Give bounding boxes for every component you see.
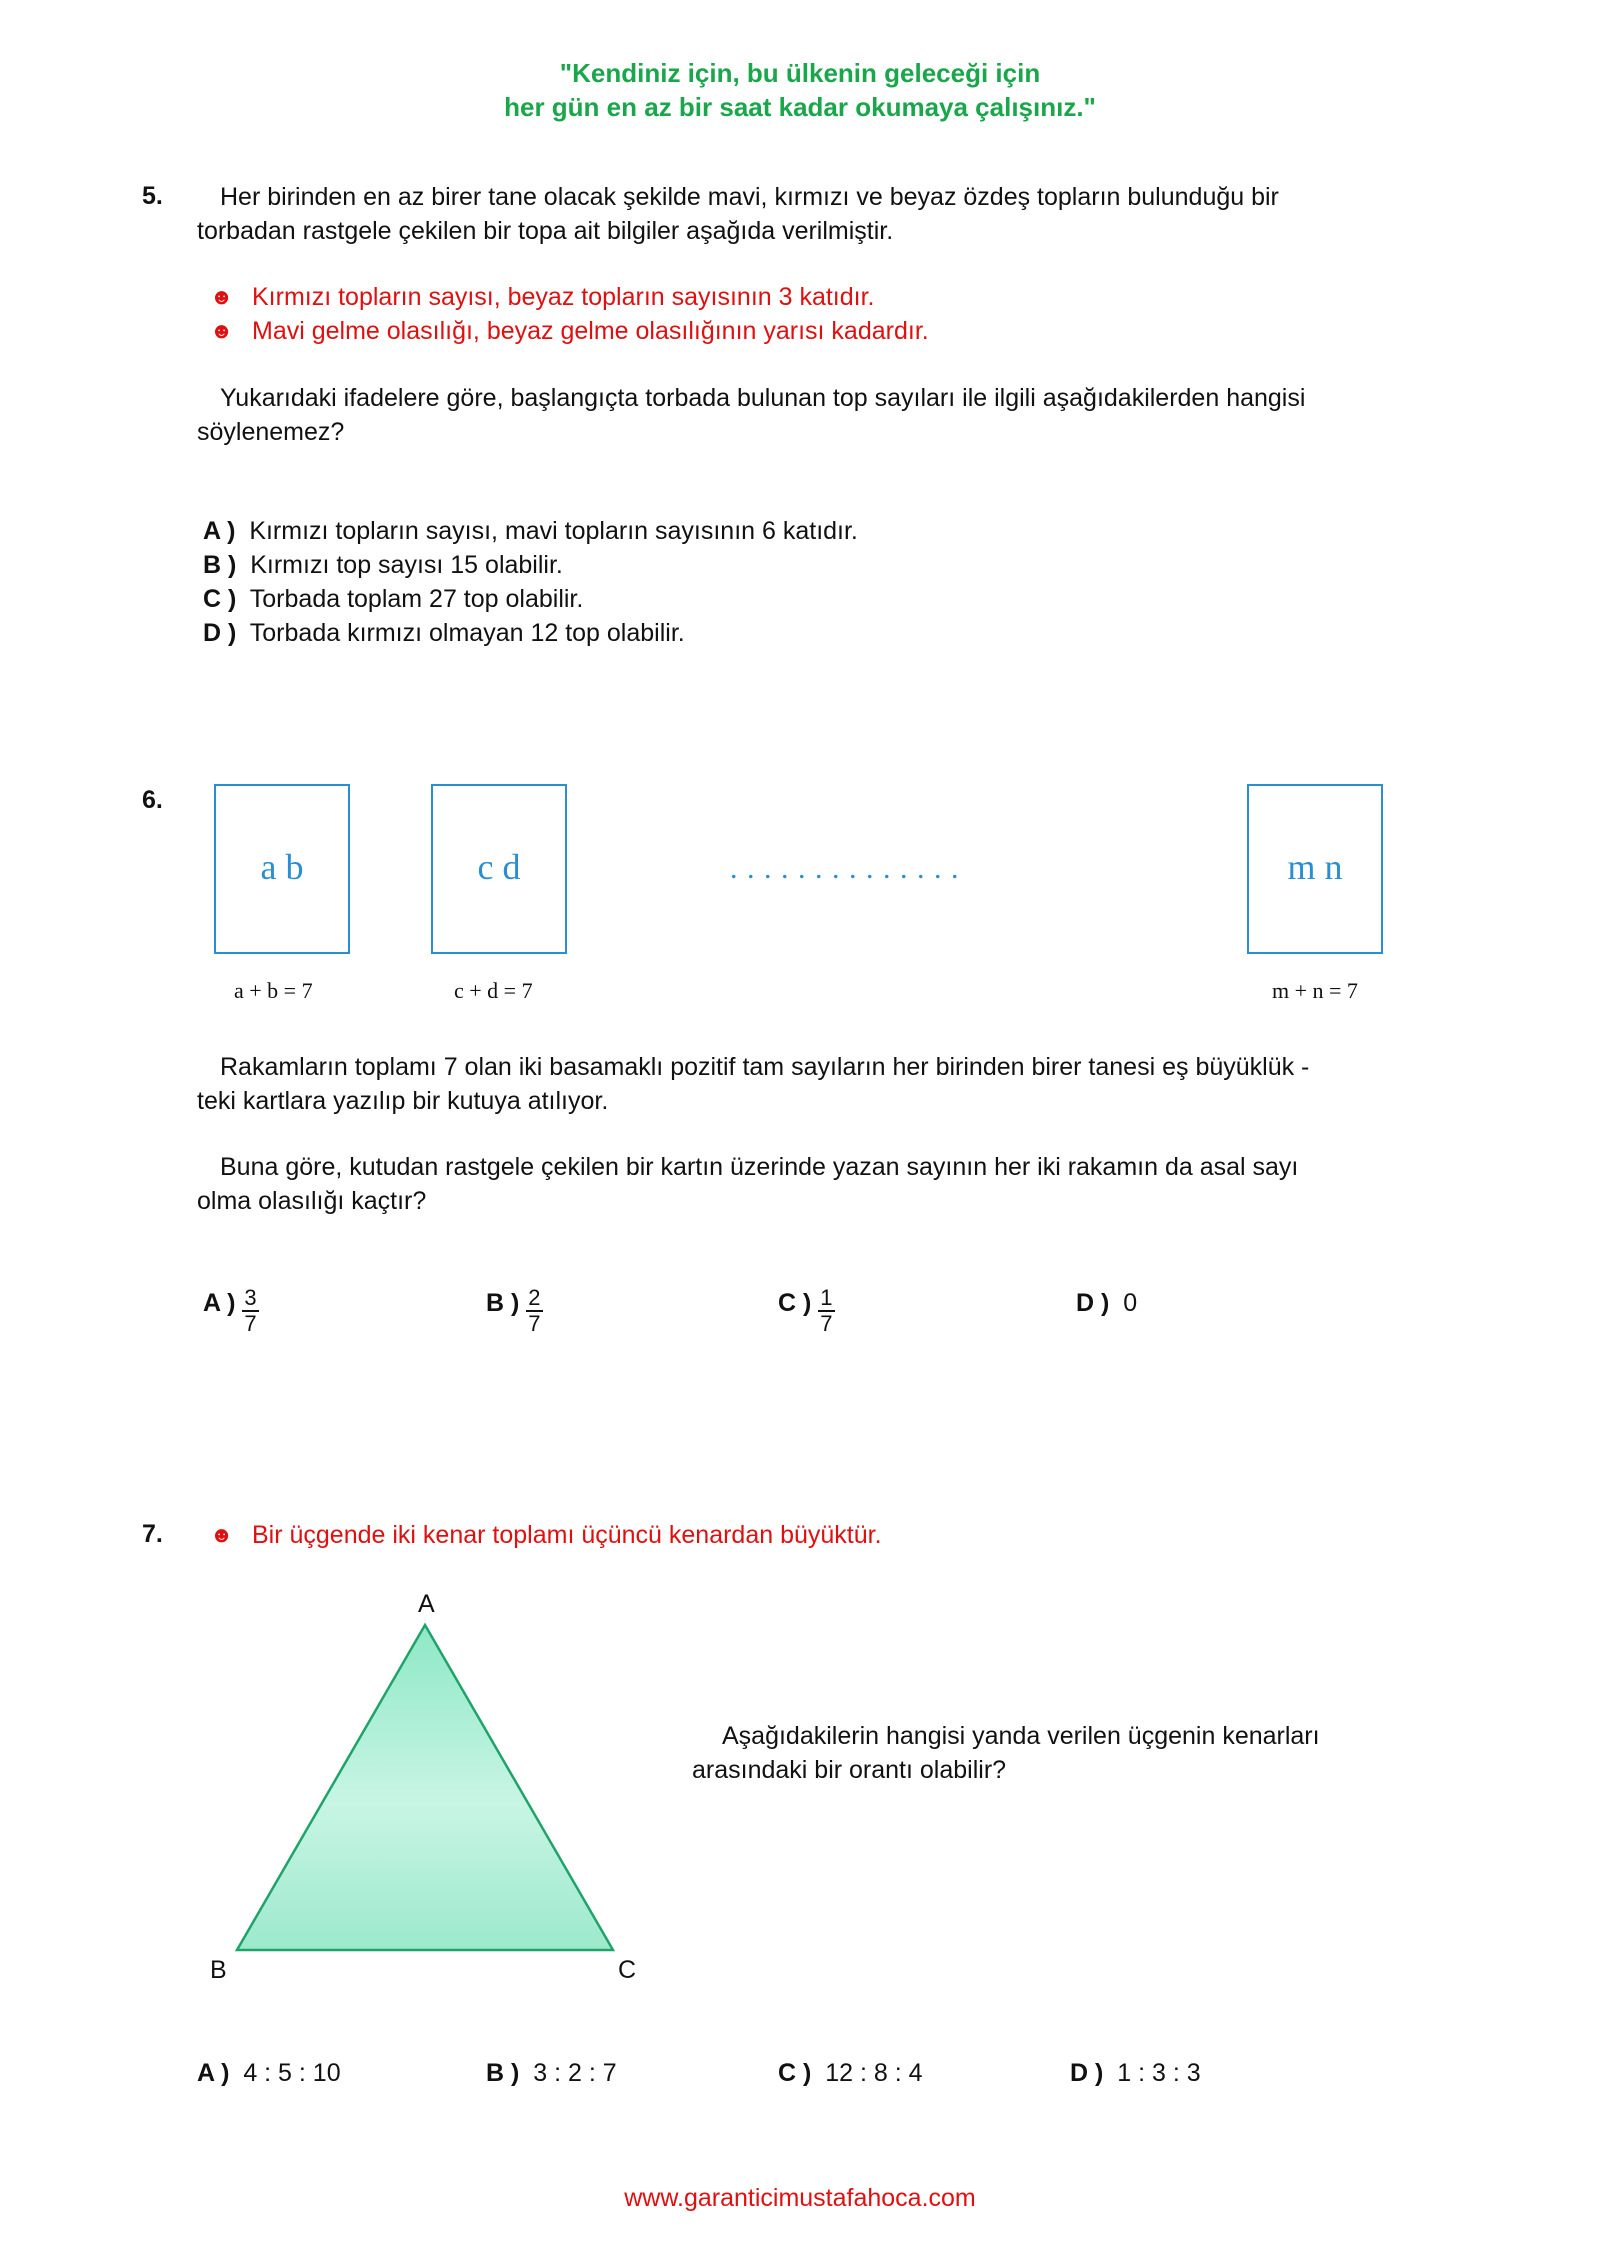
q7-option-c[interactable]	[778, 2056, 923, 2090]
fraction	[818, 1286, 834, 1336]
q5-question-line-1: Yukarıdaki ifadelere göre, başlangıçta torbada bulunan top sayıları ile ilgili aşağıdakilerden hangisi	[220, 384, 1306, 412]
option-text: 3 : 2 : 7	[533, 2059, 617, 2087]
q6-number: 6.	[142, 786, 163, 814]
option-text: 0	[1123, 1289, 1138, 1317]
q7-question-line-1: Aşağıdakilerin hangisi yanda verilen üçgenin kenarları	[722, 1722, 1320, 1750]
bullet-icon: ☻	[210, 1522, 234, 1547]
card-ellipsis: . . . . . . . . . . . . . .	[730, 852, 960, 885]
q5-fact-1: Kırmızı topların sayısı, beyaz topların sayısının 3 katıdır.	[252, 283, 875, 311]
q7-question-line-2: arasındaki bir orantı olabilir?	[692, 1756, 1007, 1784]
option-text: 1 : 3 : 3	[1117, 2059, 1201, 2087]
q5-number: 5.	[142, 182, 163, 210]
card-label: c d	[477, 847, 521, 887]
card-sum-mn: m + n = 7	[1272, 978, 1358, 1003]
card-mn	[1247, 784, 1383, 954]
option-letter: A )	[197, 2059, 230, 2087]
option-letter: B )	[486, 2059, 520, 2087]
q6-option-d[interactable]	[1076, 1286, 1137, 1320]
q7-number: 7.	[142, 1520, 163, 1548]
card-sum-cd: c + d = 7	[454, 978, 533, 1003]
option-letter: C )	[778, 2059, 812, 2087]
q6-question-line-2: olma olasılığı kaçtır?	[197, 1187, 427, 1215]
option-letter: A )	[203, 1289, 236, 1317]
fraction	[242, 1286, 258, 1336]
triangle-abc	[237, 1625, 613, 1950]
option-letter: B )	[203, 551, 237, 579]
q5-question-line-2: söylenemez?	[197, 418, 345, 446]
bullet-icon: ☻	[210, 284, 234, 309]
q6-option-c[interactable]	[778, 1286, 835, 1336]
q7-fact: Bir üçgende iki kenar toplamı üçüncü kenardan büyüktür.	[252, 1521, 882, 1549]
option-letter: B )	[486, 1289, 520, 1317]
footer-url[interactable]: www.garanticimustafahoca.com	[624, 2184, 976, 2212]
q7-option-d[interactable]	[1070, 2056, 1201, 2090]
card-label: m n	[1287, 847, 1343, 887]
option-text: Torbada kırmızı olmayan 12 top olabilir.	[249, 619, 685, 647]
header-line-1: "Kendiniz için, bu ülkenin geleceği için	[559, 58, 1041, 88]
fraction	[526, 1286, 542, 1336]
card-sum-ab: a + b = 7	[234, 978, 313, 1003]
option-text: Torbada toplam 27 top olabilir.	[249, 585, 584, 613]
q5-fact-2: Mavi gelme olasılığı, beyaz gelme olasılığının yarısı kadardır.	[252, 317, 929, 345]
option-text: Kırmızı top sayısı 15 olabilir.	[250, 551, 563, 579]
option-letter: D )	[1076, 1289, 1110, 1317]
q6-option-a[interactable]	[203, 1286, 259, 1336]
vertex-c-label: C	[618, 1956, 637, 1984]
q5-option-c[interactable]	[203, 582, 583, 616]
fraction-numerator: 2	[528, 1285, 541, 1310]
q6-question-line-1: Buna göre, kutudan rastgele çekilen bir kartın üzerinde yazan sayının her iki rakamın da asal sayı	[220, 1153, 1299, 1181]
q5-option-b[interactable]	[203, 548, 563, 582]
fraction-numerator: 3	[244, 1285, 257, 1310]
vertex-a-label: A	[418, 1590, 435, 1618]
card-cd	[431, 784, 567, 954]
fraction-denominator: 7	[820, 1311, 833, 1336]
option-letter: D )	[1070, 2059, 1104, 2087]
card-ab	[214, 784, 350, 954]
header-line-2: her gün en az bir saat kadar okumaya çalışınız."	[504, 92, 1096, 122]
q5-intro-line-1: Her birinden en az birer tane olacak şekilde mavi, kırmızı ve beyaz özdeş topların bulunduğu bir	[220, 183, 1279, 211]
option-text: Kırmızı topların sayısı, mavi topların sayısının 6 katıdır.	[249, 517, 858, 545]
q5-option-a[interactable]	[203, 514, 858, 548]
q7-option-a[interactable]	[197, 2056, 341, 2090]
option-text: 12 : 8 : 4	[825, 2059, 923, 2087]
option-letter: C )	[778, 1289, 812, 1317]
q5-intro-line-2: torbadan rastgele çekilen bir topa ait bilgiler aşağıda verilmiştir.	[197, 217, 894, 245]
q6-option-b[interactable]	[486, 1286, 543, 1336]
card-label: a b	[260, 847, 304, 887]
vertex-b-label: B	[210, 1956, 227, 1984]
option-text: 4 : 5 : 10	[243, 2059, 341, 2087]
fraction-denominator: 7	[528, 1311, 541, 1336]
option-letter: C )	[203, 585, 237, 613]
fraction-denominator: 7	[244, 1311, 257, 1336]
q7-option-b[interactable]	[486, 2056, 617, 2090]
fraction-numerator: 1	[820, 1285, 833, 1310]
q6-text-line-1: Rakamların toplamı 7 olan iki basamaklı pozitif tam sayıların her birinden birer tanesi eş büyüklük -	[220, 1053, 1310, 1081]
option-letter: A )	[203, 517, 236, 545]
triangle-diagram	[180, 1570, 700, 2000]
bullet-icon: ☻	[210, 318, 234, 343]
q6-text-line-2: teki kartlara yazılıp bir kutuya atılıyor.	[197, 1087, 609, 1115]
q5-option-d[interactable]	[203, 616, 685, 650]
option-letter: D )	[203, 619, 237, 647]
